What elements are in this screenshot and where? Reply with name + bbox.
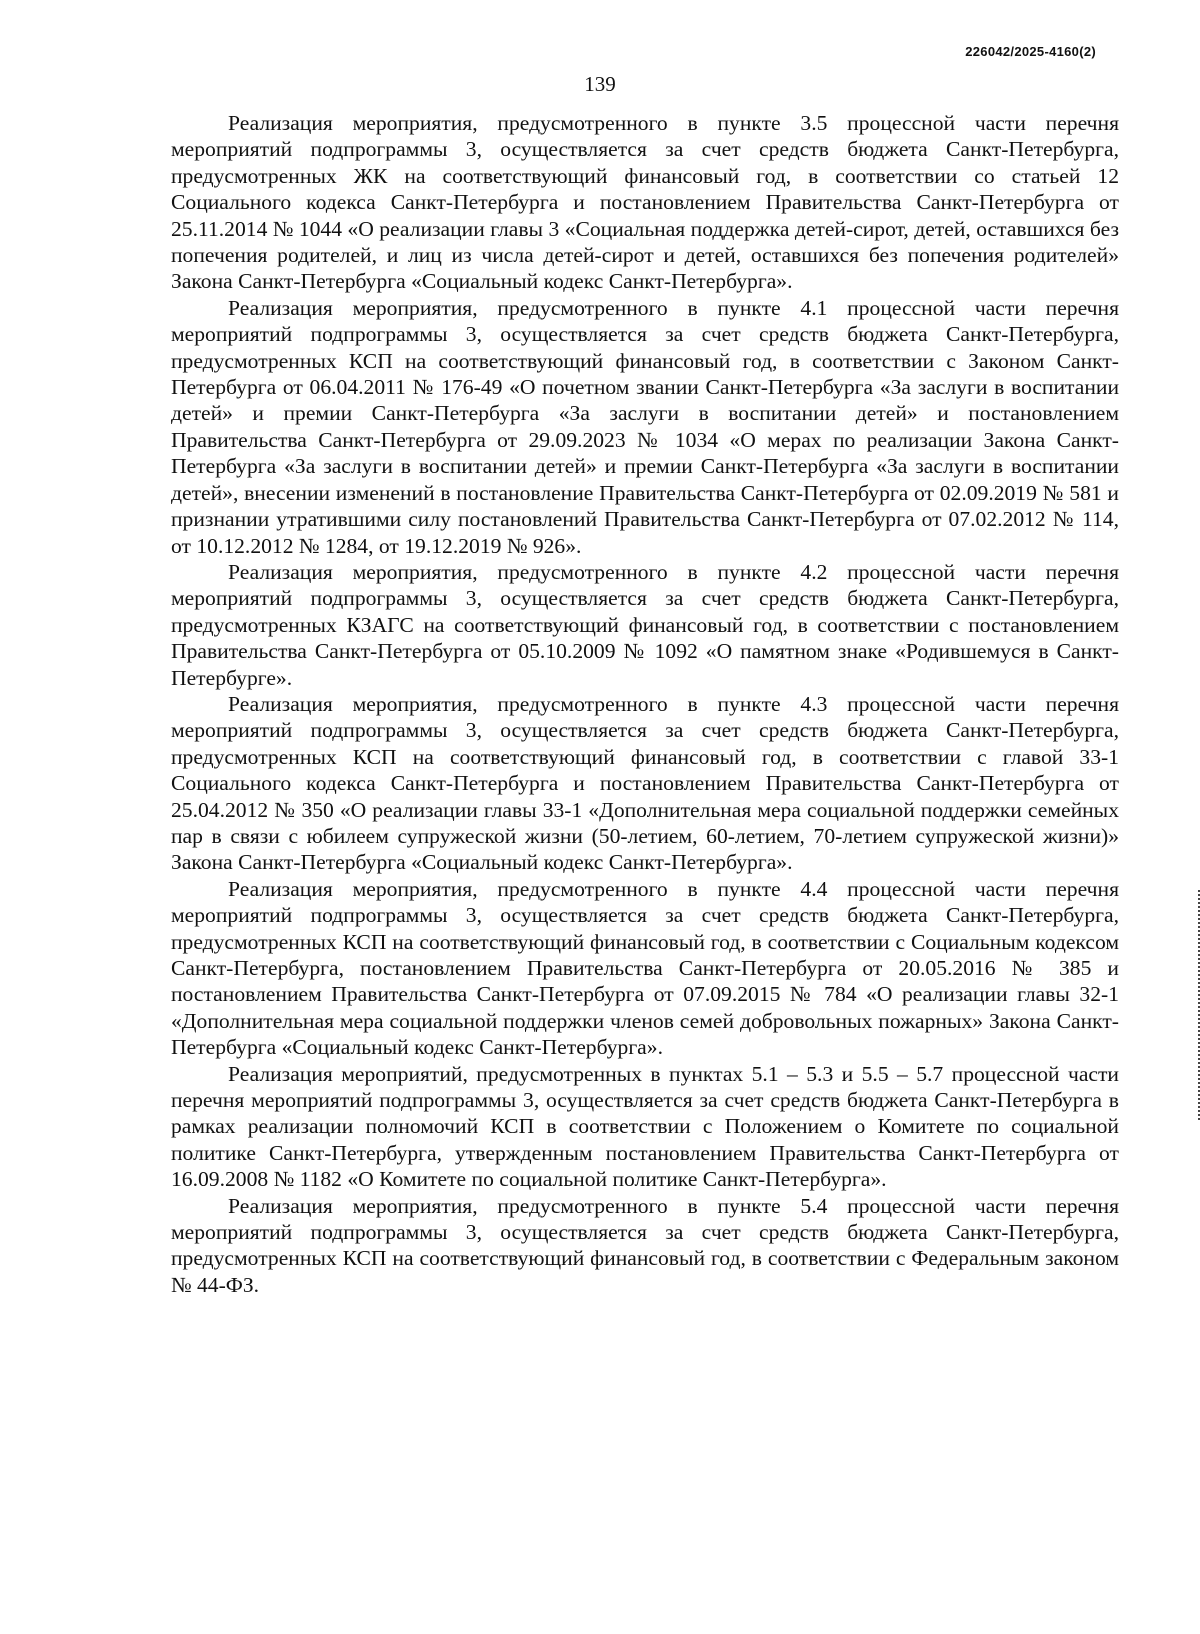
paragraph-item-3-5: Реализация мероприятия, предусмотренного в пункте 3.5 процессной части перечня мероприятий подпрограммы 3, осуществляется за счет средств бюджета Санкт-Петербурга, предусмотренных ЖК на соответствующий финансовый год, в соответствии со статьей 12 Социального кодекса Санкт-Петербурга и постановлением Правительства Санкт-Петербурга от 25.11.2014 № 1044 «О реализации главы 3 «Социальная поддержка детей-сирот, детей, оставшихся без попечения родителей, и лиц из числа детей-сирот и детей, оставшихся без попечения родителей» Закона Санкт-Петербурга «Социальный кодекс Санкт-Петербурга». — [171, 111, 1119, 294]
page-number: 139 — [584, 72, 616, 96]
paragraph-items-5-1-to-5-7: Реализация мероприятий, предусмотренных в пунктах 5.1 – 5.3 и 5.5 – 5.7 процессной части перечня мероприятий подпрограммы 3, осуществляется за счет средств бюджета Санкт-Петербурга в рамках реализации полномочий КСП в соответствии с Положением о Комитете по социальной политике Санкт-Петербурга, утвержденным постановлением Правительства Санкт-Петербурга от 16.09.2008 № 1182 «О Комитете по социальной политике Санкт-Петербурга». — [171, 1061, 1119, 1192]
paragraph-item-4-2: Реализация мероприятия, предусмотренного в пункте 4.2 процессной части перечня мероприятий подпрограммы 3, осуществляется за счет средств бюджета Санкт-Петербурга, предусмотренных КЗАГС на соответствующий финансовый год, в соответствии с постановлением Правительства Санкт-Петербурга от 05.10.2009 № 1092 «О памятном знаке «Родившемуся в Санкт-Петербурге». — [171, 559, 1119, 690]
document-body — [171, 110, 1119, 1298]
paragraph-item-4-4: Реализация мероприятия, предусмотренного в пункте 4.4 процессной части перечня мероприятий подпрограммы 3, осуществляется за счет средств бюджета Санкт-Петербурга, предусмотренных КСП на соответствующий финансовый год, в соответствии с Социальным кодексом Санкт-Петербурга, постановлением Правительства Санкт-Петербурга от 20.05.2016 № 385 и постановлением Правительства Санкт-Петербурга от 07.09.2015 № 784 «О реализации главы 32-1 «Дополнительная мера социальной поддержки членов семей добровольных пожарных» Закона Санкт-Петербурга «Социальный кодекс Санкт-Петербурга». — [171, 876, 1119, 1060]
paragraph-item-5-4: Реализация мероприятия, предусмотренного в пункте 5.4 процессной части перечня мероприятий подпрограммы 3, осуществляется за счет средств бюджета Санкт-Петербурга, предусмотренных КСП на соответствующий финансовый год, в соответствии с Федеральным законом № 44-ФЗ. — [171, 1193, 1119, 1297]
paragraph-item-4-3: Реализация мероприятия, предусмотренного в пункте 4.3 процессной части перечня мероприятий подпрограммы 3, осуществляется за счет средств бюджета Санкт-Петербурга, предусмотренных КСП на соответствующий финансовый год, в соответствии с главой 33-1 Социального кодекса Санкт-Петербурга и постановлением Правительства Санкт-Петербурга от 25.04.2012 № 350 «О реализации главы 33-1 «Дополнительная мера социальной поддержки семейных пар в связи с юбилеем супружеской жизни (50-летием, 60-летием, 70-летием супружеской жизни)» Закона Санкт-Петербурга «Социальный кодекс Санкт-Петербурга». — [171, 691, 1119, 875]
document-registration-number: 226042/2025-4160(2) — [965, 44, 1096, 59]
paragraph-item-4-1: Реализация мероприятия, предусмотренного в пункте 4.1 процессной части перечня мероприятий подпрограммы 3, осуществляется за счет средств бюджета Санкт-Петербурга, предусмотренных КСП на соответствующий финансовый год, в соответствии с Законом Санкт-Петербурга от 06.04.2011 № 176-49 «О почетном звании Санкт-Петербурга «За заслуги в воспитании детей» и премии Санкт-Петербурга «За заслуги в воспитании детей» и постановлением Правительства Санкт-Петербурга от 29.09.2023 № 1034 «О мерах по реализации Закона Санкт-Петербурга «За заслуги в воспитании детей» и премии Санкт-Петербурга «За заслуги в воспитании детей», внесении изменений в постановление Правительства Санкт-Петербурга от 02.09.2019 № 581 и признании утратившими силу постановлений Правительства Санкт-Петербурга от 07.02.2012 № 114, от 10.12.2012 № 1284, от 19.12.2019 № 926». — [171, 295, 1119, 558]
scan-edge-artifact — [1194, 890, 1200, 1120]
